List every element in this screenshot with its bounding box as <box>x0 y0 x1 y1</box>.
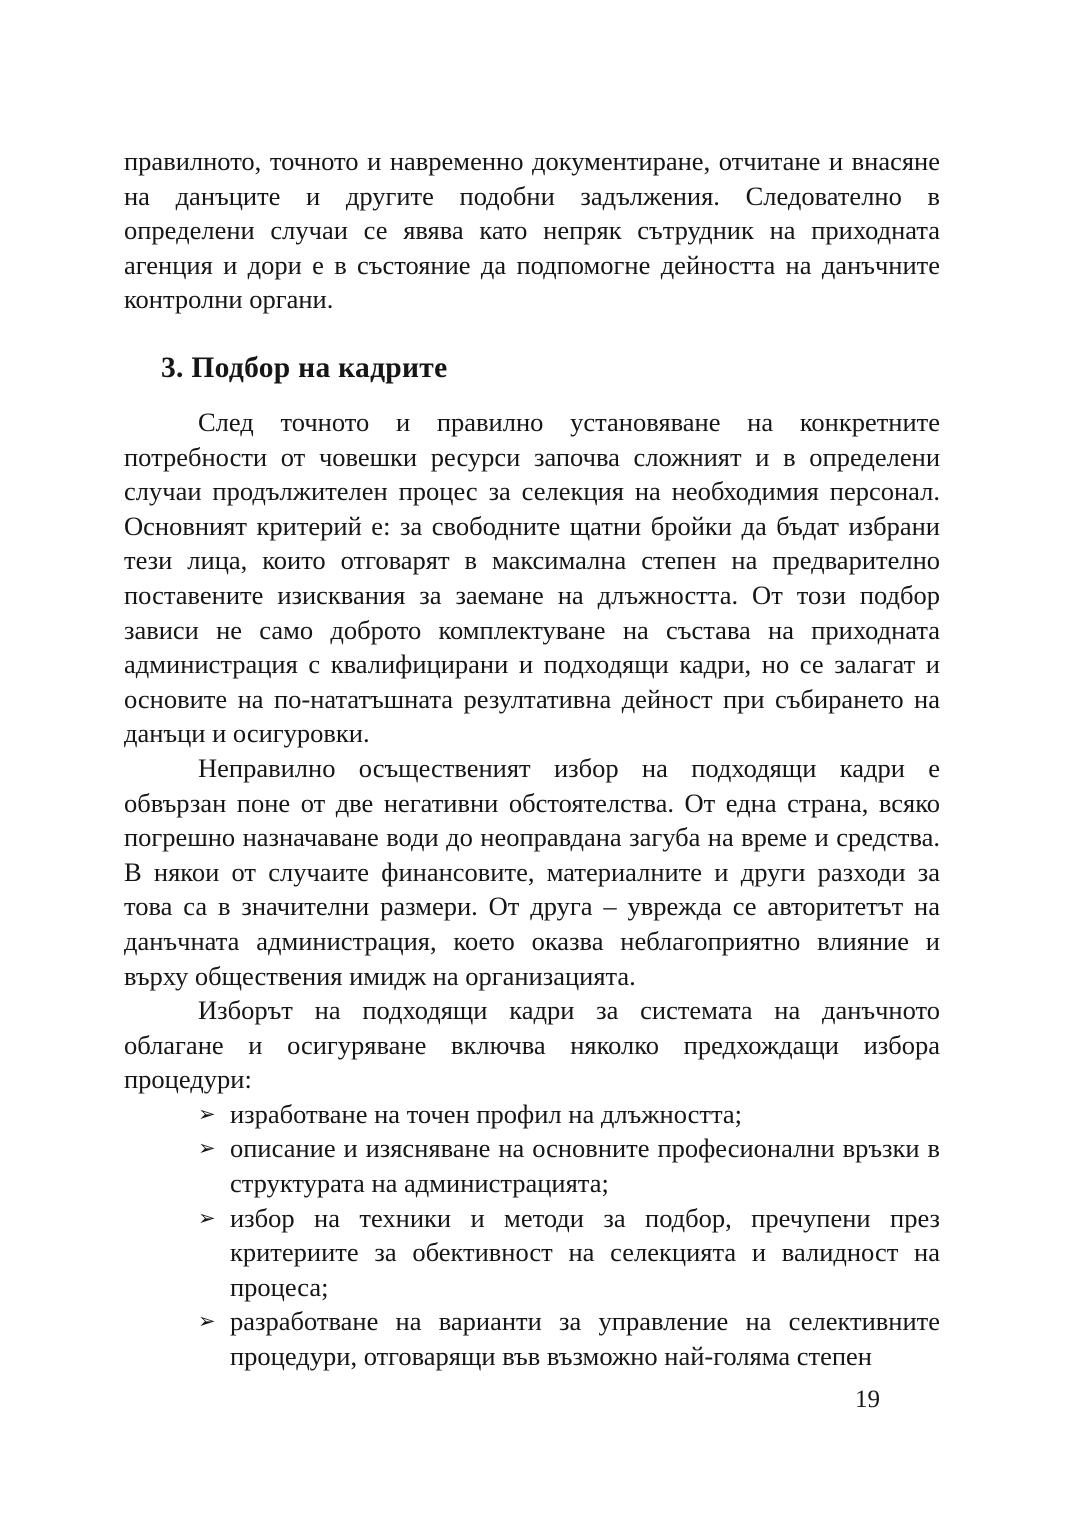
opening-paragraph-block <box>124 144 940 317</box>
arrowhead-bullet-icon: ➢ <box>198 1101 216 1126</box>
procedure-list <box>124 1097 940 1374</box>
arrowhead-bullet-icon: ➢ <box>198 1136 216 1161</box>
opening-paragraph: правилното, точното и навременно документиране, отчитане и внасяне на данъците и другите подобни задължения. Следователно в определени случаи се явява като непряк сътрудник на приходната агенция и дори е в състояние да подпомогне дейността на данъчните контролни органи. <box>124 146 940 315</box>
list-item <box>198 1097 940 1132</box>
list-item-text: разработване на варианти за управление на селективните процедури, отговарящи във възможно най-голяма степен <box>230 1306 940 1372</box>
paragraph: Неправилно осъщественият избор на подходящи кадри е обвързан поне от две негативни обстоятелства. От една страна, всяко погрешно назначаване води до неоправдана загуба на време и средства. В някои от случаите финансовите, материалните и други разходи за това са в значителни размери. От друга – уврежда се авторитетът на данъчната администрация, което оказва неблагоприятно влияние и върху обществения имидж на организацията. <box>124 752 940 991</box>
list-item-text: избор на техники и методи за подбор, пречупени през критериите за обективност на селекцията и валидност на процеса; <box>230 1202 940 1302</box>
arrowhead-bullet-icon: ➢ <box>198 1205 216 1230</box>
list-item-text: описание и изясняване на основните професионални връзки в структурата на администрацията; <box>230 1133 940 1199</box>
section-heading: 3. Подбор на кадрите <box>161 352 448 384</box>
list-item <box>198 1131 940 1200</box>
arrowhead-bullet-icon: ➢ <box>198 1309 216 1334</box>
page-number: 19 <box>855 1386 880 1413</box>
list-item <box>198 1304 940 1373</box>
paragraph: Изборът на подходящи кадри за системата на данъчното облагане и осигуряване включва няколко предхождащи избора процедури: <box>124 995 940 1095</box>
list-item-text: изработване на точен профил на длъжността; <box>230 1098 743 1129</box>
section-body <box>124 405 940 1374</box>
list-item <box>198 1201 940 1305</box>
paragraph: След точното и правилно установяване на конкретните потребности от човешки ресурси започва сложният и в определени случаи продължителен процес за селекция на необходимия персонал. Основният критерий е: за свободните щатни бройки да бъдат избрани тези лица, които отговарят в максимална степен на предварително поставените изисквания за заемане на длъжността. От този подбор зависи не само доброто комплектуване на състава на приходната администрация с квалифицирани и подходящи кадри, но се залагат и основите на по-нататъшната резултативна дейност при събирането на данъци и осигуровки. <box>124 407 940 749</box>
